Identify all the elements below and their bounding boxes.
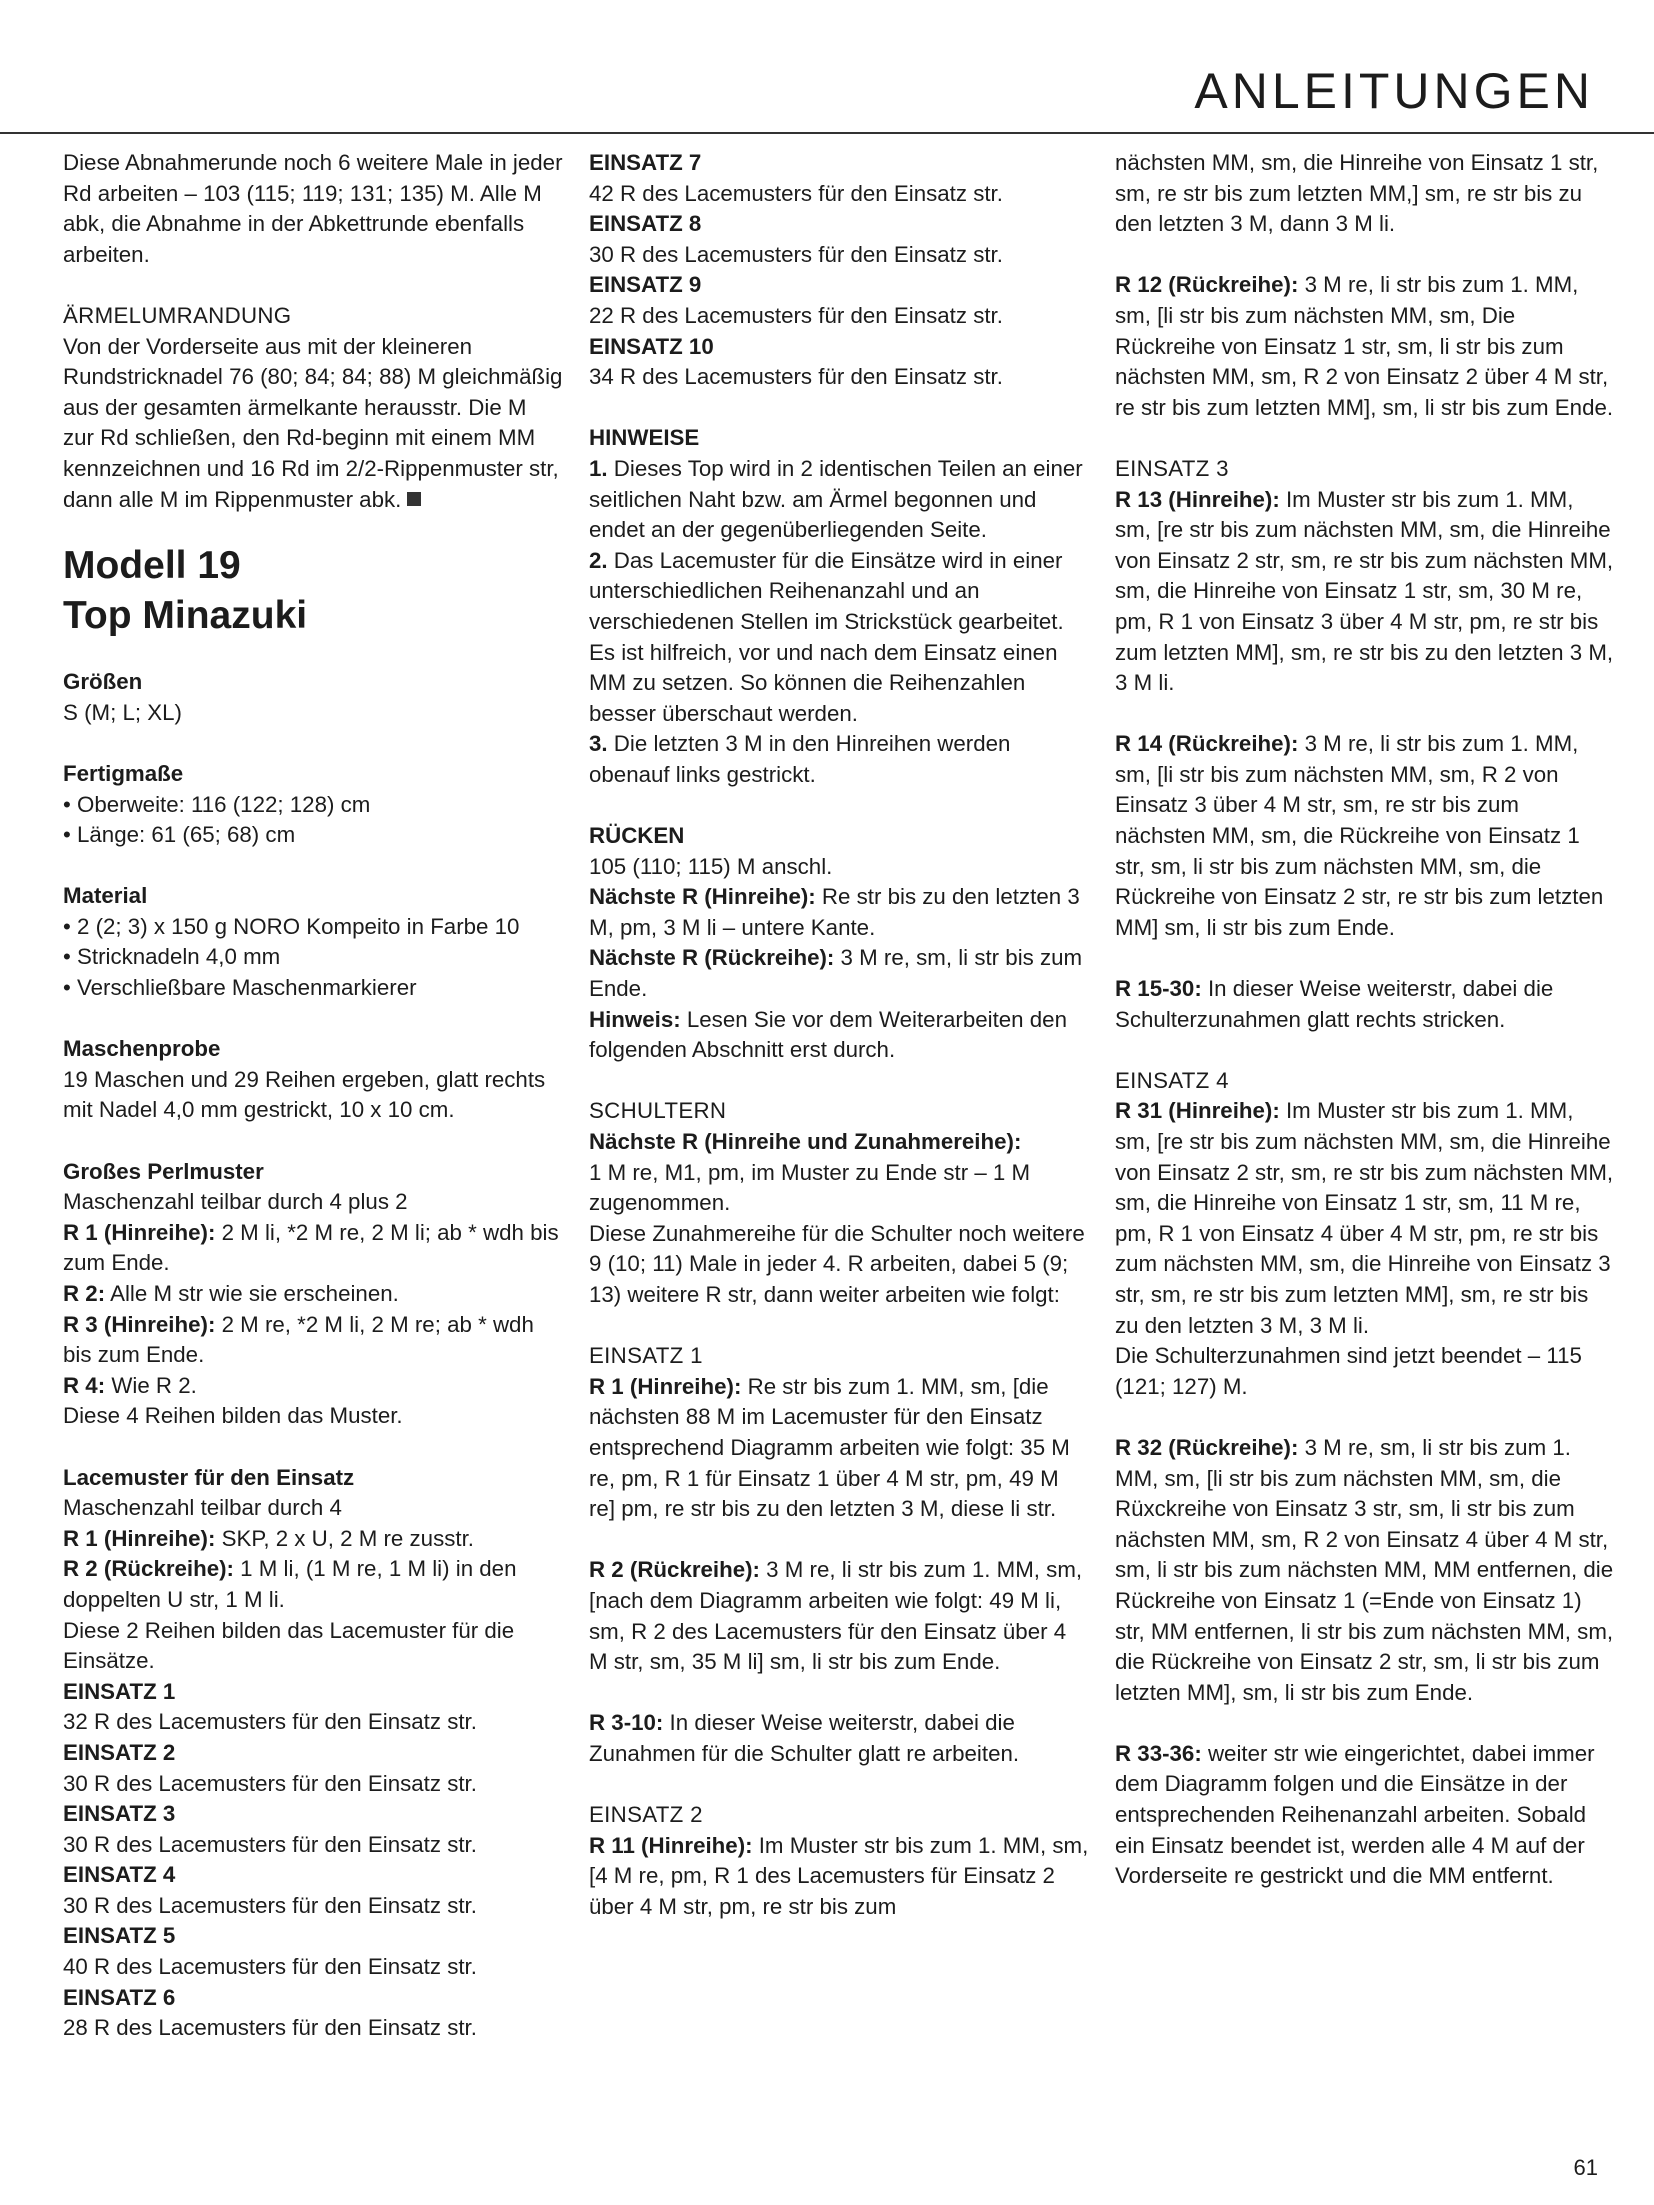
row-instruction: R 12 (Rückreihe): 3 M re, li str bis zum 1. MM, sm, [li str bis zum nächsten MM, sm, Die Rückreihe von Einsatz 1 str, sm, li str bis zum nächsten MM, sm, R 2 von Einsatz 2 über 4 M str, re str bis zum letzten MM], sm, li str bis zum Ende. [1115, 272, 1614, 420]
lace-heading: Lacemuster für den Einsatz [63, 1464, 355, 1490]
einsatz-text: 28 R des Lacemusters für den Einsatz str. [63, 2015, 477, 2041]
einsatz-text: 42 R des Lacemusters für den Einsatz str. [589, 180, 1003, 206]
schultern-heading: SCHULTERN [589, 1098, 727, 1124]
aermel-paragraph: Von der Vorderseite aus mit der kleineren Rundstricknadel 76 (80; 84; 84; 88) M gleichmäßig aus der gesamten ärmelkante herausstr. Die M zur Rd schließen, den Rd-beginn mit einem MM kennzeichnen und 16 Rd im 2/2-Rippenmuster str, dann alle M im Rippenmuster abk. [63, 333, 563, 512]
einsatz3-heading: EINSATZ 3 [1115, 455, 1229, 481]
column-2 [589, 148, 1089, 1922]
lace-row: R 1 (Hinreihe): SKP, 2 x U, 2 M re zusstr. [63, 1525, 474, 1551]
fertig-item: • Oberweite: 116 (122; 128) cm [63, 791, 371, 817]
perl-intro: Maschenzahl teilbar durch 4 plus 2 [63, 1189, 408, 1215]
einsatz-text: 30 R des Lacemusters für den Einsatz str. [589, 241, 1003, 267]
row-instruction: R 13 (Hinreihe): Im Muster str bis zum 1. MM, sm, [re str bis zum nächsten MM, sm, die Hinreihe von Einsatz 2 str, sm, re str bis zum nächsten MM, sm, die Hinreihe von Einsatz 1 str, sm, 30 M re, pm, R 1 von Einsatz 3 über 4 M str, pm, re str bis zum letzten MM], sm, re str bis zu den letzten 3 M, 3 M li. [1115, 486, 1614, 696]
material-item: • Stricknadeln 4,0 mm [63, 944, 281, 970]
einsatz-text: 30 R des Lacemusters für den Einsatz str. [63, 1831, 477, 1857]
einsatz1-row: R 3-10: In dieser Weise weiterstr, dabei die Zunahmen für die Schulter glatt re arbeiten. [589, 1710, 1020, 1766]
einsatz-label: EINSATZ 3 [63, 1801, 176, 1827]
material-item: • 2 (2; 3) x 150 g NORO Kompeito in Farbe 10 [63, 913, 520, 939]
row-instruction: R 31 (Hinreihe): Im Muster str bis zum 1. MM, sm, [re str bis zum nächsten MM, sm, die Hinreihe von Einsatz 2 str, sm, re str bis zum nächsten MM, sm, die Hinreihe von Einsatz 1 str, sm, 11 M re, pm, R 1 von Einsatz 4 über 4 M str, pm, re str bis zum nächsten MM, sm, die Hinreihe von Einsatz 3 str, sm, re str bis zum letzten MM], sm, re str bis zu den letzten 3 M, 3 M li. [1115, 1098, 1614, 1338]
ruecken-row: Hinweis: Lesen Sie vor dem Weiterarbeiten den folgenden Abschnitt erst durch. [589, 1006, 1067, 1063]
perl-heading: Großes Perlmuster [63, 1158, 264, 1184]
einsatz1-row: R 1 (Hinreihe): Re str bis zum 1. MM, sm, [die nächsten 88 M im Lacemuster für den Einsatz entsprechend Diagramm arbeiten wie folgt: 35 M re, pm, R 1 für Einsatz 1 über 4 M str, pm, 49 M re] pm, re str bis zu den letzten 3 M, diese li str. [589, 1373, 1070, 1522]
einsatz-text: 32 R des Lacemusters für den Einsatz str. [63, 1709, 477, 1735]
einsatz-label: EINSATZ 7 [589, 150, 702, 175]
ruecken-row: Nächste R (Hinreihe): Re str bis zu den letzten 3 M, pm, 3 M li – untere Kante. [589, 884, 1080, 940]
einsatz-label: EINSATZ 4 [63, 1862, 176, 1888]
einsatz-text: 40 R des Lacemusters für den Einsatz str. [63, 1954, 477, 1980]
continued-text: nächsten MM, sm, die Hinreihe von Einsatz 1 str, sm, re str bis zum letzten MM,] sm, re str bis zu den letzten 3 M, dann 3 M li. [1115, 150, 1599, 237]
einsatz2-row: R 11 (Hinreihe): Im Muster str bis zum 1. MM, sm, [4 M re, pm, R 1 des Lacemusters für Einsatz 2 über 4 M str, pm, re str bis zum [589, 1832, 1089, 1919]
schultern-text: Diese Zunahmereihe für die Schulter noch weitere 9 (10; 11) Male in jeder 4. R arbeiten, dabei 5 (9; 13) weitere R str, dann weiter arbeiten wie folgt: [589, 1220, 1085, 1307]
row-instruction: R 14 (Rückreihe): 3 M re, li str bis zum 1. MM, sm, [li str bis zum nächsten MM, sm, R 2 von Einsatz 3 über 4 M str, sm, re str bis zum nächsten MM, sm, die Rückreihe von Einsatz 1 str, sm, li str bis zum nächsten MM, sm, die Rückreihe von Einsatz 2 str, re str bis zum letzten MM] sm, li str bis zum Ende. [1115, 731, 1604, 940]
model-title [63, 541, 563, 641]
fertig-item: • Länge: 61 (65; 68) cm [63, 822, 296, 848]
einsatz-text: 34 R des Lacemusters für den Einsatz str. [589, 364, 1003, 390]
probe-text: 19 Maschen und 29 Reihen ergeben, glatt rechts mit Nadel 4,0 mm gestrickt, 10 x 10 cm. [63, 1066, 546, 1123]
lace-row: R 2 (Rückreihe): 1 M li, (1 M re, 1 M li) in den doppelten U str, 1 M li. [63, 1556, 517, 1612]
material-item: • Verschließbare Maschenmarkierer [63, 975, 417, 1001]
einsatz1-row: R 2 (Rückreihe): 3 M re, li str bis zum 1. MM, sm, [nach dem Diagramm arbeiten wie folgt: 49 M li, sm, R 2 des Lacemusters für den Einsatz über 4 M str, sm, 35 M li] sm, li str bis zum Ende. [589, 1557, 1083, 1675]
perl-row: R 2: Alle M str wie sie erscheinen. [63, 1281, 399, 1306]
header-rule [0, 132, 1654, 134]
perl-row: R 4: Wie R 2. [63, 1372, 197, 1398]
einsatz4-heading: EINSATZ 4 [1115, 1067, 1229, 1093]
aermel-heading: ÄRMELUMRANDUNG [63, 302, 292, 328]
perl-row: R 1 (Hinreihe): 2 M li, *2 M re, 2 M li; ab * wdh bis zum Ende. [63, 1219, 559, 1276]
model-number: Modell 19 [63, 544, 241, 588]
groessen-heading: Größen [63, 669, 143, 695]
model-name: Top Minazuki [63, 594, 308, 638]
einsatz-label: EINSATZ 6 [63, 1984, 176, 2010]
einsatz-label: EINSATZ 1 [63, 1678, 176, 1704]
hinweis-item: 3. Die letzten 3 M in den Hinreihen werden obenauf links gestrickt. [589, 731, 1011, 787]
row-instruction: R 32 (Rückreihe): 3 M re, sm, li str bis zum 1. MM, sm, [li str bis zum nächsten MM, sm, die Rüxckreihe von Einsatz 3 str, sm, li str bis zum nächsten MM, sm, R 2 von Einsatz 4 über 4 M str, sm, li str bis zum nächsten MM, MM entfernen, die Rückreihe von Einsatz 1 (=Ende von Einsatz 1) str, MM entfernen, li str bis zum nächsten MM, sm, die Rückreihe von Einsatz 2 str, sm, li str bis zum letzten MM], sm, li str bis zum Ende. [1115, 1434, 1614, 1705]
probe-heading: Maschenprobe [63, 1036, 221, 1062]
page-number: 61 [1573, 2155, 1598, 2180]
einsatz-label: EINSATZ 5 [63, 1923, 176, 1949]
einsatz1-heading: EINSATZ 1 [589, 1343, 703, 1369]
einsatz2-heading: EINSATZ 2 [589, 1802, 703, 1828]
schultern-text: 1 M re, M1, pm, im Muster zu Ende str – 1 M zugenommen. [589, 1159, 1031, 1216]
groessen-text: S (M; L; XL) [63, 699, 182, 725]
column-3 [1115, 148, 1615, 1892]
row-instruction: R 33-36: weiter str wie eingerichtet, dabei immer dem Diagramm folgen und die Einsätze in der entsprechenden Reihenanzahl arbeiten. Sobald ein Einsatz beendet ist, werden alle 4 M auf der Vorderseite re gestrickt und die MM entfernt. [1115, 1740, 1595, 1889]
perl-end: Diese 4 Reihen bilden das Muster. [63, 1403, 403, 1429]
end-square-icon [407, 492, 421, 506]
einsatz-text: 22 R des Lacemusters für den Einsatz str. [589, 302, 1003, 328]
schultern-label: Nächste R (Hinreihe und Zunahmereihe): [589, 1129, 1022, 1154]
einsatz-label: EINSATZ 10 [589, 333, 714, 359]
row-instruction: R 15-30: In dieser Weise weiterstr, dabei die Schulterzunahmen glatt rechts stricken. [1115, 976, 1554, 1032]
einsatz-label: EINSATZ 2 [63, 1739, 176, 1765]
hinweis-item: 2. Das Lacemuster für die Einsätze wird in einer unterschiedlichen Reihenanzahl und an verschiedenen Stellen im Strickstück gearbeitet. Es ist hilfreich, vor und nach dem Einsatz einen MM zu setzen. So können die Reihenzahlen besser überschaut werden. [589, 547, 1064, 726]
hinweis-item: 1. Dieses Top wird in 2 identischen Teilen an einer seitlichen Naht bzw. am Ärmel begonnen und endet an der gegenüberliegenden Seite. [589, 455, 1083, 543]
hinweise-heading: HINWEISE [589, 425, 700, 451]
einsatz-label: EINSATZ 9 [589, 272, 702, 298]
row-instruction-end: Die Schulterzunahmen sind jetzt beendet – 115 (121; 127) M. [1115, 1343, 1582, 1399]
einsatz-label: EINSATZ 8 [589, 211, 702, 237]
fertig-heading: Fertigmaße [63, 760, 184, 786]
perl-row: R 3 (Hinreihe): 2 M re, *2 M li, 2 M re; ab * wdh bis zum Ende. [63, 1311, 534, 1368]
einsatz-text: 30 R des Lacemusters für den Einsatz str. [63, 1892, 477, 1918]
lace-end: Diese 2 Reihen bilden das Lacemuster für die Einsätze. [63, 1617, 515, 1674]
einsatz-text: 30 R des Lacemusters für den Einsatz str. [63, 1770, 477, 1796]
column-1 [63, 148, 563, 2044]
lace-intro: Maschenzahl teilbar durch 4 [63, 1495, 342, 1521]
section-header-title: ANLEITUNGEN [1194, 63, 1594, 119]
intro-paragraph: Diese Abnahmerunde noch 6 weitere Male in jeder Rd arbeiten – 103 (115; 119; 131; 135) M. Alle M abk, die Abnahme in der Abkettrunde ebenfalls arbeiten. [63, 150, 563, 267]
ruecken-text: 105 (110; 115) M anschl. [589, 853, 833, 879]
ruecken-heading: RÜCKEN [589, 823, 685, 849]
material-heading: Material [63, 883, 148, 909]
ruecken-row: Nächste R (Rückreihe): 3 M re, sm, li str bis zum Ende. [589, 945, 1083, 1002]
